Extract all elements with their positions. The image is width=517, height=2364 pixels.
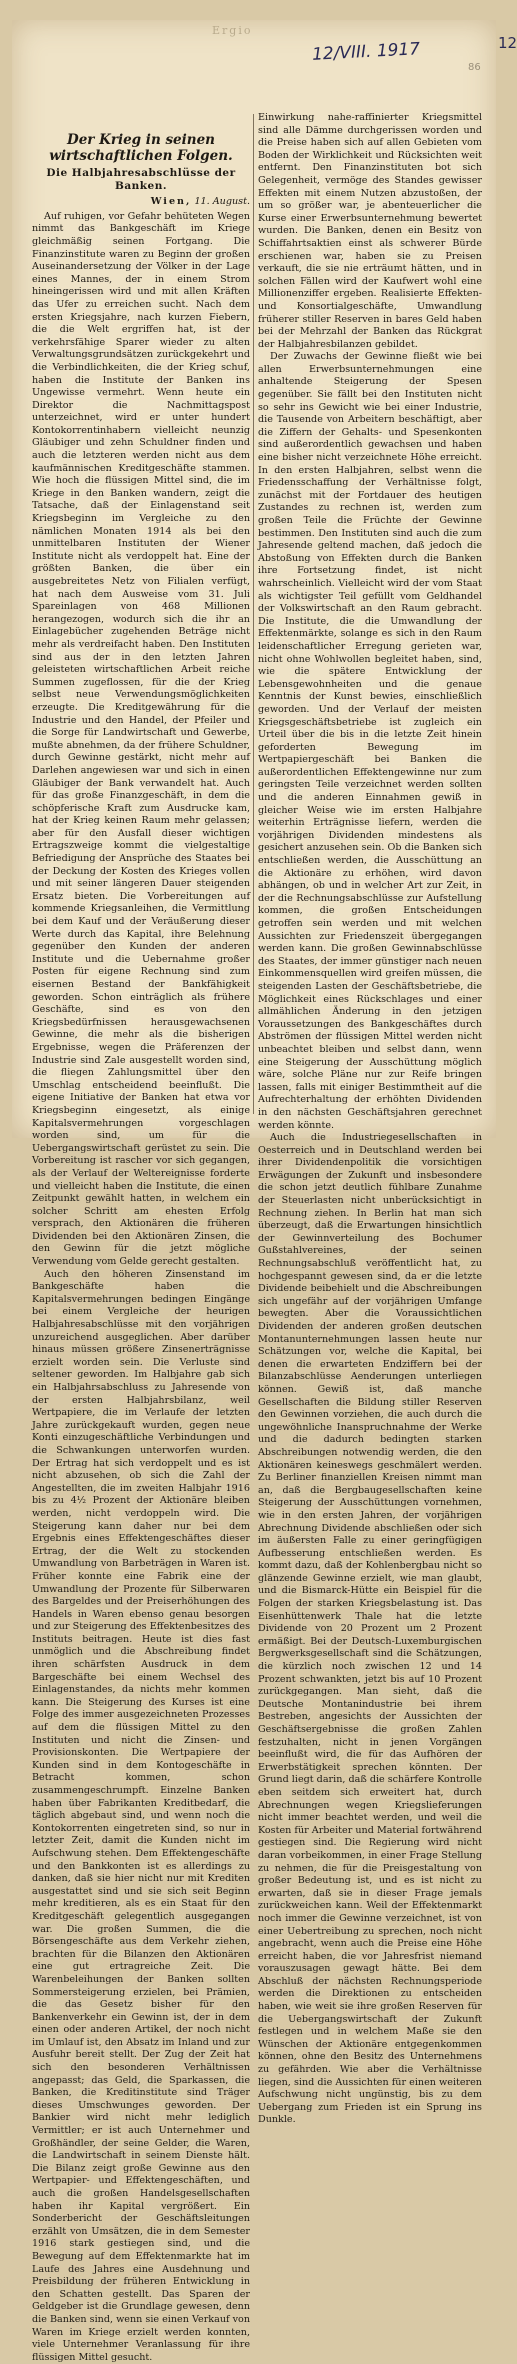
column-divider [253,114,254,1114]
corner-page-number: 12 [498,34,517,52]
article-subheadline: Die Halbjahresabschlüsse der Banken. [46,167,236,192]
dateline-date: 11. August. [194,196,250,208]
left-column [32,132,250,2363]
paragraph: Auf ruhigen, vor Gefahr behüteten Wegen nimmt das Bankgeschäft im Kriege gleichmäßig seinen Fortgang. Die Finanzinstitute waren zu Beginn der großen Auseinandersetzung der Völker in der Lage eines Mannes, der in einem Strom hineingerissen wird und mit allen Kräften das Ufer zu erreichen sucht. Nach dem ersten Kriegsjahre, nach kurzen Fiebern, die die Welt ergriffen hat, ist der verkehrsfähige Sparer wieder zu alten Verwaltungsgrundsätzen zurückgekehrt und die Verbindlichkeiten, die der Krieg schuf, haben die Institute der Banken ins Ungewisse vermehrt. Wenn heute ein Direktor die Nachmittagspost unterzeichnet, wird er unter hundert Kontokorrentinhabern vielleicht neunzig Gläubiger und zehn Schuldner finden und auch die letzteren werden nicht aus dem kaufmännischen Kreditgeschäfte stammen. Wie hoch die flüssigen Mittel sind, die im Kriege in den Banken wandern, zeigt die Tatsache, daß der Einlagenstand seit Kriegsbeginn im Vergleiche zu den nämlichen Monaten 1914 als bei den unmittelbaren Instituten der Wiener Institute nicht als verdoppelt hat. Eine der größten Banken, die über ein ausgebreitetes Netz von Filialen verfügt, hat nach dem Ausweise vom 31. Juli Spareinlagen von 468 Millionen herangezogen, wodurch sich die ihr an Einlagebücher zugehenden Beträge nicht mehr als verdreifacht haben. Den Instituten sind aus der in den letzten Jahren geleisteten wirtschaftlichen Arbeit reiche Summen zugeflossen, für die der Krieg selbst neue Verwendungsmöglichkeiten erzeugte. Die Kreditgewährung für die Industrie und den Handel, der Pfeiler und die Sorge für Landwirtschaft und Gewerbe, mußte abnehmen, da der frühere Schuldner, durch Gewinne gestärkt, nicht mehr auf Darlehen angewiesen war und sich in einen Gläubiger der Bank verwandelt hat. Auch für das große Finanzgeschäft, in dem die schöpferische Kraft zum Ausdrucke kam, hat der Krieg keinen Raum mehr gelassen; aber für den Ausfall dieser wichtigen Ertragszweige kommt die vielgestaltige Befriedigung der Ansprüche des Staates bei der Deckung der Kosten des Krieges vollen und mit seiner längeren Dauer steigenden Ersatz bieten. Die Vorbereitungen auf kommende Kriegsanleihen, die Vermittlung bei dem Kauf und der Veräußerung dieser Werte durch das Kapital, ihre Belehnung gegenüber den Kunden der anderen Institute und die Uebernahme großer Posten für eigene Rechnung sind zum eisernen Bestand der Bankfähigkeit geworden. Schon einträglich als frühere Geschäfte, sind es von den Kriegsbedürfnissen herausgewachsenen Gewinne, die mehr als die bisherigen Ergebnisse, wegen die Präferenzen der Industrie sind Zale ausgestellt worden sind, die fliegen Zahlungsmittel über den Umschlag entscheidend beeinflußt. Die eigene Initiative der Banken hat etwa vor Kriegsbeginn eingesetzt, als einige Kapitalsvermehrungen vorgeschlagen worden sind, um für die Uebergangswirtschaft gerüstet zu sein. Die Vorbereitung ist rascher vor sich gegangen, als der Verlauf der Weltereignisse forderte und vielleicht haben die Institute, die einen Zeitpunkt gewählt hatten, in welchem ein solcher Schritt am ehesten Erfolg versprach, den Aktionären die früheren Dividenden bei den Aktionären Zinsen, die den Gewinn für die jetzt mögliche Verwendung vom Gelde gerecht gestalten. [32,210,250,1268]
pencil-number: 86 [468,62,481,73]
newspaper-clipping [12,20,517,2363]
dateline-place: Wien, [150,196,192,208]
dateline [32,196,250,209]
paragraph: Einwirkung nahe-raffinierter Kriegsmittel sind alle Dämme durchgerissen worden und die Preise haben sich auf allen Gebieten vom Boden der Wirklichkeit und Rücksichten weit entfernt. Den Finanzinstituten bot sich Gelegenheit, vermöge des Standes gewisser Effekten mit einem Nutzen abzustoßen, der um so größer war, je abenteuerlicher die Kurse einer Erwerbsunternehmung bewertet wurden. Die Banken, denen ein Besitz von Schiffahrtsaktien einst als schwerer Bürde erschienen war, haben sie zu Preisen verkauft, die sie nie erträumt hätten, und in solchen Fällen wird der Kaufwert wohl eine Millionenziffer ergeben. Realisierte Effekten- und Konsortialgeschäfte, Umwandlung früherer stiller Reserven in bares Geld haben bei der Mehrzahl der Banken das Rückgrat der Halbjahresbilanzen gebildet. [258,112,482,350]
paragraph: Auch die Industriegesellschaften in Oesterreich und in Deutschland werden bei ihrer Dividendenpolitik die vorsichtigen Erwägungen der Zukunft und insbesondere die schon jetzt deutlich fühlbare Zunahme der Steuerlasten nicht unberücksichtigt in Rechnung ziehen. In Berlin hat man sich überzeugt, daß die Erwartungen hinsichtlich der Gewinnverteilung des Bochumer Gußstahlvereines, der seinen Rechnungsabschluß veröffentlicht hat, zu hochgespannt gewesen sind, da er die letzte Dividende beibehielt und die Abschreibungen sich ungefähr auf der vorjährigen Umfange bewegten. Aber die Voraussichtlichen Dividenden der anderen großen deutschen Montanunternehmungen lassen heute nur Schätzungen vor, welche die Kapital, bei denen die erwarteten Endziffern bei der Bilanzabschlüsse Aenderungen unterliegen können. Gewiß ist, daß manche Gesellschaften die Bildung stiller Reserven den Gewinnen vorziehen, die auch durch die ungewöhnliche Inanspruchnahme der Werke und die dadurch bedingten starken Abschreibungen notwendig werden, die den Aktionären keineswegs geschmälert werden. Zu Berliner finanziellen Kreisen nimmt man an, daß die Bergbaugesellschaften keine Steigerung der Ausschüttungen vornehmen, wie in den ersten Jahren, der vorjährigen Abrechnung Dividende abschließen oder sich im äußersten Falle zu einer geringfügigen Aufbesserung entschließen werden. Es kommt dazu, daß der Kohlenbergbau nicht so glänzende Gewinne erzielt, wie man glaubt, und die Bismarck-Hütte ein Beispiel für die Folgen der starken Kriegsbelastung ist. Das Eisenhüttenwerk Thale hat die letzte Dividende von 20 Prozent um 2 Prozent ermäßigt. Bei der Deutsch-Luxemburgischen Bergwerksgesellschaft sind die Schätzungen, die kürzlich noch zwischen 12 und 14 Prozent schwankten, jetzt bis auf 10 Prozent zurückgegangen. Man sieht, daß die Deutsche Montanindustrie bei ihrem Bestreben, angesichts der Aussichten der Geschäftsergebnisse die großen Zahlen festzuhalten, nicht in jenen Vorgängen beeinflußt wird, die für das Aufhören der Erwerbstätigkeit sprechen könnten. Der Grund liegt darin, daß die schärfere Kontrolle eben seitdem sich erweitert hat, durch Abrechnungen wegen Kriegslieferungen nicht immer beachtet werden, und weil die Kosten für Arbeiter und Material fortwährend gestiegen sind. Die Regierung wird nicht daran vorbeikommen, in einer Frage Stellung zu nehmen, die für die Preisgestaltung von großer Bedeutung ist, und es ist nicht zu erwarten, daß sie in dieser Frage jemals zurückweichen kann. Weil der Effektenmarkt noch immer die Gewinne verzeichnet, ist von einer Uebertreibung zu sprechen, noch nicht angebracht, wenn auch die Preise eine Höhe erreicht haben, die vor Jahresfrist niemand vorauszusagen gewagt hätte. Bei dem Abschluß der nächsten Rechnungsperiode werden die Direktionen zu entscheiden haben, wie weit sie ihre großen Reserven für die Uebergangswirtschaft der Zukunft festlegen und in welchem Maße sie den Wünschen der Aktionäre entgegenkommen können, ohne den Besitz des Unternehmens zu gefährden. Wie aber die Verhältnisse liegen, sind die Aussichten für einen weiteren Aufschwung nicht ungünstig, bis zu dem Uebergang zum Frieden ist ein Sprung ins Dunkle. [258,1132,482,2126]
article-headline: Der Krieg in seinen wirtschaftlichen Folgen. [49,132,233,164]
faded-stamp: Ergio [212,24,253,37]
right-column [258,112,482,2126]
handwritten-date: 12/VIII. 1917 [311,39,421,65]
paragraph: Der Zuwachs der Gewinne fließt wie bei allen Erwerbsunternehmungen eine anhaltende Steigerung der Spesen gegenüber. Sie fällt bei den Instituten nicht so sehr ins Gewicht wie bei einer Industrie, die Tausende von Arbeitern beschäftigt, aber die Ziffern der Gehalts- und Spesenkonten sind außerordentlich gewachsen und haben eine bisher nicht verzeichnete Höhe erreicht. In den ersten Halbjahren, selbst wenn die Friedensschaffung der Verhältnisse folgt, zunächst mit der Fortdauer des heutigen Zustandes zu rechnen ist, werden zum großen Teile die Früchte der Gewinne bestimmen. Den Instituten sind auch die zum Jahresende geltend machen, daß jedoch die Abstoßung von Effekten durch die Banken ihre Fortsetzung findet, ist nicht wahrscheinlich. Vielleicht wird der vom Staat als wichtigster Teil gefüllt vom Geldhandel der Volkswirtschaft an den Raum gebracht. Die Institute, die die Umwandlung der Effektenmärkte, solange es sich in den Raum leidenschaftlicher Erregung gerieten war, nicht ohne Wohlwollen begleitet haben, sind, wie die spätere Entwicklung der Lebensgewohnheiten und die genaue Kenntnis der Kunst bewies, einschließlich geworden. Und der Verlauf der meisten Kriegsgeschäftsbetriebe ist zugleich ein Urteil über die bis in die letzte Zeit hinein geforderten Bewegung im Wertpapiergeschäft bei Banken die außerordentlichen Effektengewinne nur zum geringsten Teile verzeichnet werden sollten und die anderen Einnahmen gewiß in gleicher Weise wie im ersten Halbjahre weiterhin Erträgnisse liefern, werden die vorjährigen Dividenden mindestens als gesichert anzusehen sein. Ob die Banken sich entschließen werden, die Ausschüttung an die Aktionäre zu erhöhen, wird davon abhängen, ob und in welcher Art zur Zeit, in der die Rechnungsabschlüsse zur Aufstellung kommen, die großen Entscheidungen getroffen sein werden und mit welchen Aussichten zur Friedenszeit übergegangen werden kann. Die großen Gewinnabschlüsse des Staates, der immer günstiger nach neuen Einkommensquellen wird greifen müssen, die steigenden Lasten der Geschäftsbetriebe, die Möglichkeit eines Rückschlages und einer allmählichen Änderung in den jetzigen Voraussetzungen des Bankgeschäftes durch Abströmen der flüssigen Mittel werden nicht unbeachtet bleiben und selbst dann, wenn eine Steigerung der Ausschüttung möglich wäre, solche Pläne nur zur Reife bringen lassen, falls mit einiger Bestimmtheit auf die Aufrechterhaltung der erhöhten Dividenden in den nächsten Geschäftsjahren gerechnet werden könnte. [258,351,482,1131]
paragraph: Auch den höheren Zinsenstand im Bankgeschäfte haben die Kapitalsvermehrungen bedingen Eingänge bei einem Vergleiche der heurigen Halbjahresabschlüsse mit den vorjährigen unzureichend ausgeglichen. Aber darüber hinaus müssen größere Zinsenerträgnisse erzielt worden sein. Die Verluste sind seltener geworden. Im Halbjahre gab sich ein Halbjahrsabschluss zu Jahresende von der ersten Halbjahrsbilanz, weil Wertpapiere, die im Verlaufe der letzten Jahre zurückgekauft wurden, gegen neue Konti einzugeschäftliche Verbindungen und die Schwankungen unterworfen wurden. Der Ertrag hat sich verdoppelt und es ist nicht abzusehen, ob sich die Zahl der Angestellten, die im zweiten Halbjahr 1916 bis zu 4½ Prozent der Aktionäre bleiben werden, nicht verdoppeln wird. Die Steigerung kann daher nur bei dem Ergebnis eines Effektengeschäftes dieser Ertrag, der die Welt zu stockenden Umwandlung von Barbeträgen in Waren ist. Früher konnte eine Fabrik eine der Umwandlung der Prozente für Silberwaren des Bargeldes und der Preiserhöhungen des Handels in Waren ebenso genau besorgen und zur Steigerung des Effektenbesitzes des Instituts beitragen. Heute ist dies fast unmöglich und die Abschreibung findet ihren schärfsten Ausdruck in dem Bargeschäfte bei einem Wechsel des Einlagenstandes, da nichts mehr kommen kann. Die Steigerung des Kurses ist eine Folge des immer ausgezeichneten Prozesses auf dem die flüssigen Mittel zu den Instituten und nicht die Zinsen- und Provisionskonten. Die Wertpapiere der Kunden sind in dem Kontogeschäfte in Betracht kommen, schon zusammengeschrumpft. Einzelne Banken haben über Fabrikanten Kreditbedarf, die täglich abgebaut sind, und wenn noch die Kontokorrenten eingetreten sind, so nur in letzter Zeit, damit die Kunden nicht im Aufschwung stehen. Dem Effektengeschäfte und den Bankkonten ist es allerdings zu danken, daß sie hier nicht nur mit Krediten ausgestattet sind und sie sich seit Beginn mehr kreditieren, als es ein Staat für den Kreditgeschäft gelegentlich ausgegangen war. Die großen Summen, die die Börsengeschäfte aus dem Verkehr ziehen, brachten für die Bilanzen den Aktionären eine gut ertragreiche Zeit. Die Warenbeleihungen der Banken sollten Sommersteigerung erzielen, bei Prämien, die das Gesetz bisher für den Bankenverkehr ein Gewinn ist, der in dem einen oder anderen Artikel, der noch nicht im Umlauf ist, den Absatz im Inland und zur Ausfuhr bereit stellt. Der Zug der Zeit hat sich den besonderen Verhältnissen angepasst; das Geld, die Sparkassen, die Banken, die Kreditinstitute sind Träger dieses Umschwunges geworden. Der Bankier wird nicht mehr lediglich Vermittler; er ist auch Unternehmer und Großhändler, der seine Gelder, die Waren, die Landwirtschaft in seinem Dienste hält. Die Bilanz zeigt große Gewinne aus den Wertpapier- und Effektengeschäften, und auch die großen Handelsgesellschaften haben ihr Kapital vergrößert. Ein Sonderbericht der Geschäftsleitungen erzählt von Umsätzen, die in dem Semester 1916 stark gestiegen sind, und die Bewegung auf dem Effektenmarkte hat im Laufe des Jahres eine Ausdehnung und Preisbildung der früheren Entwicklung in den Schatten gestellt. Das Sparen der Geldgeber ist die Grundlage gewesen, denn die Banken sind, wenn sie einen Verkauf von Waren im Kriege erzielt werden konnten, viele Unternehmer Veranlassung für ihre flüssigen Mittel gesucht. [32,1268,250,2363]
